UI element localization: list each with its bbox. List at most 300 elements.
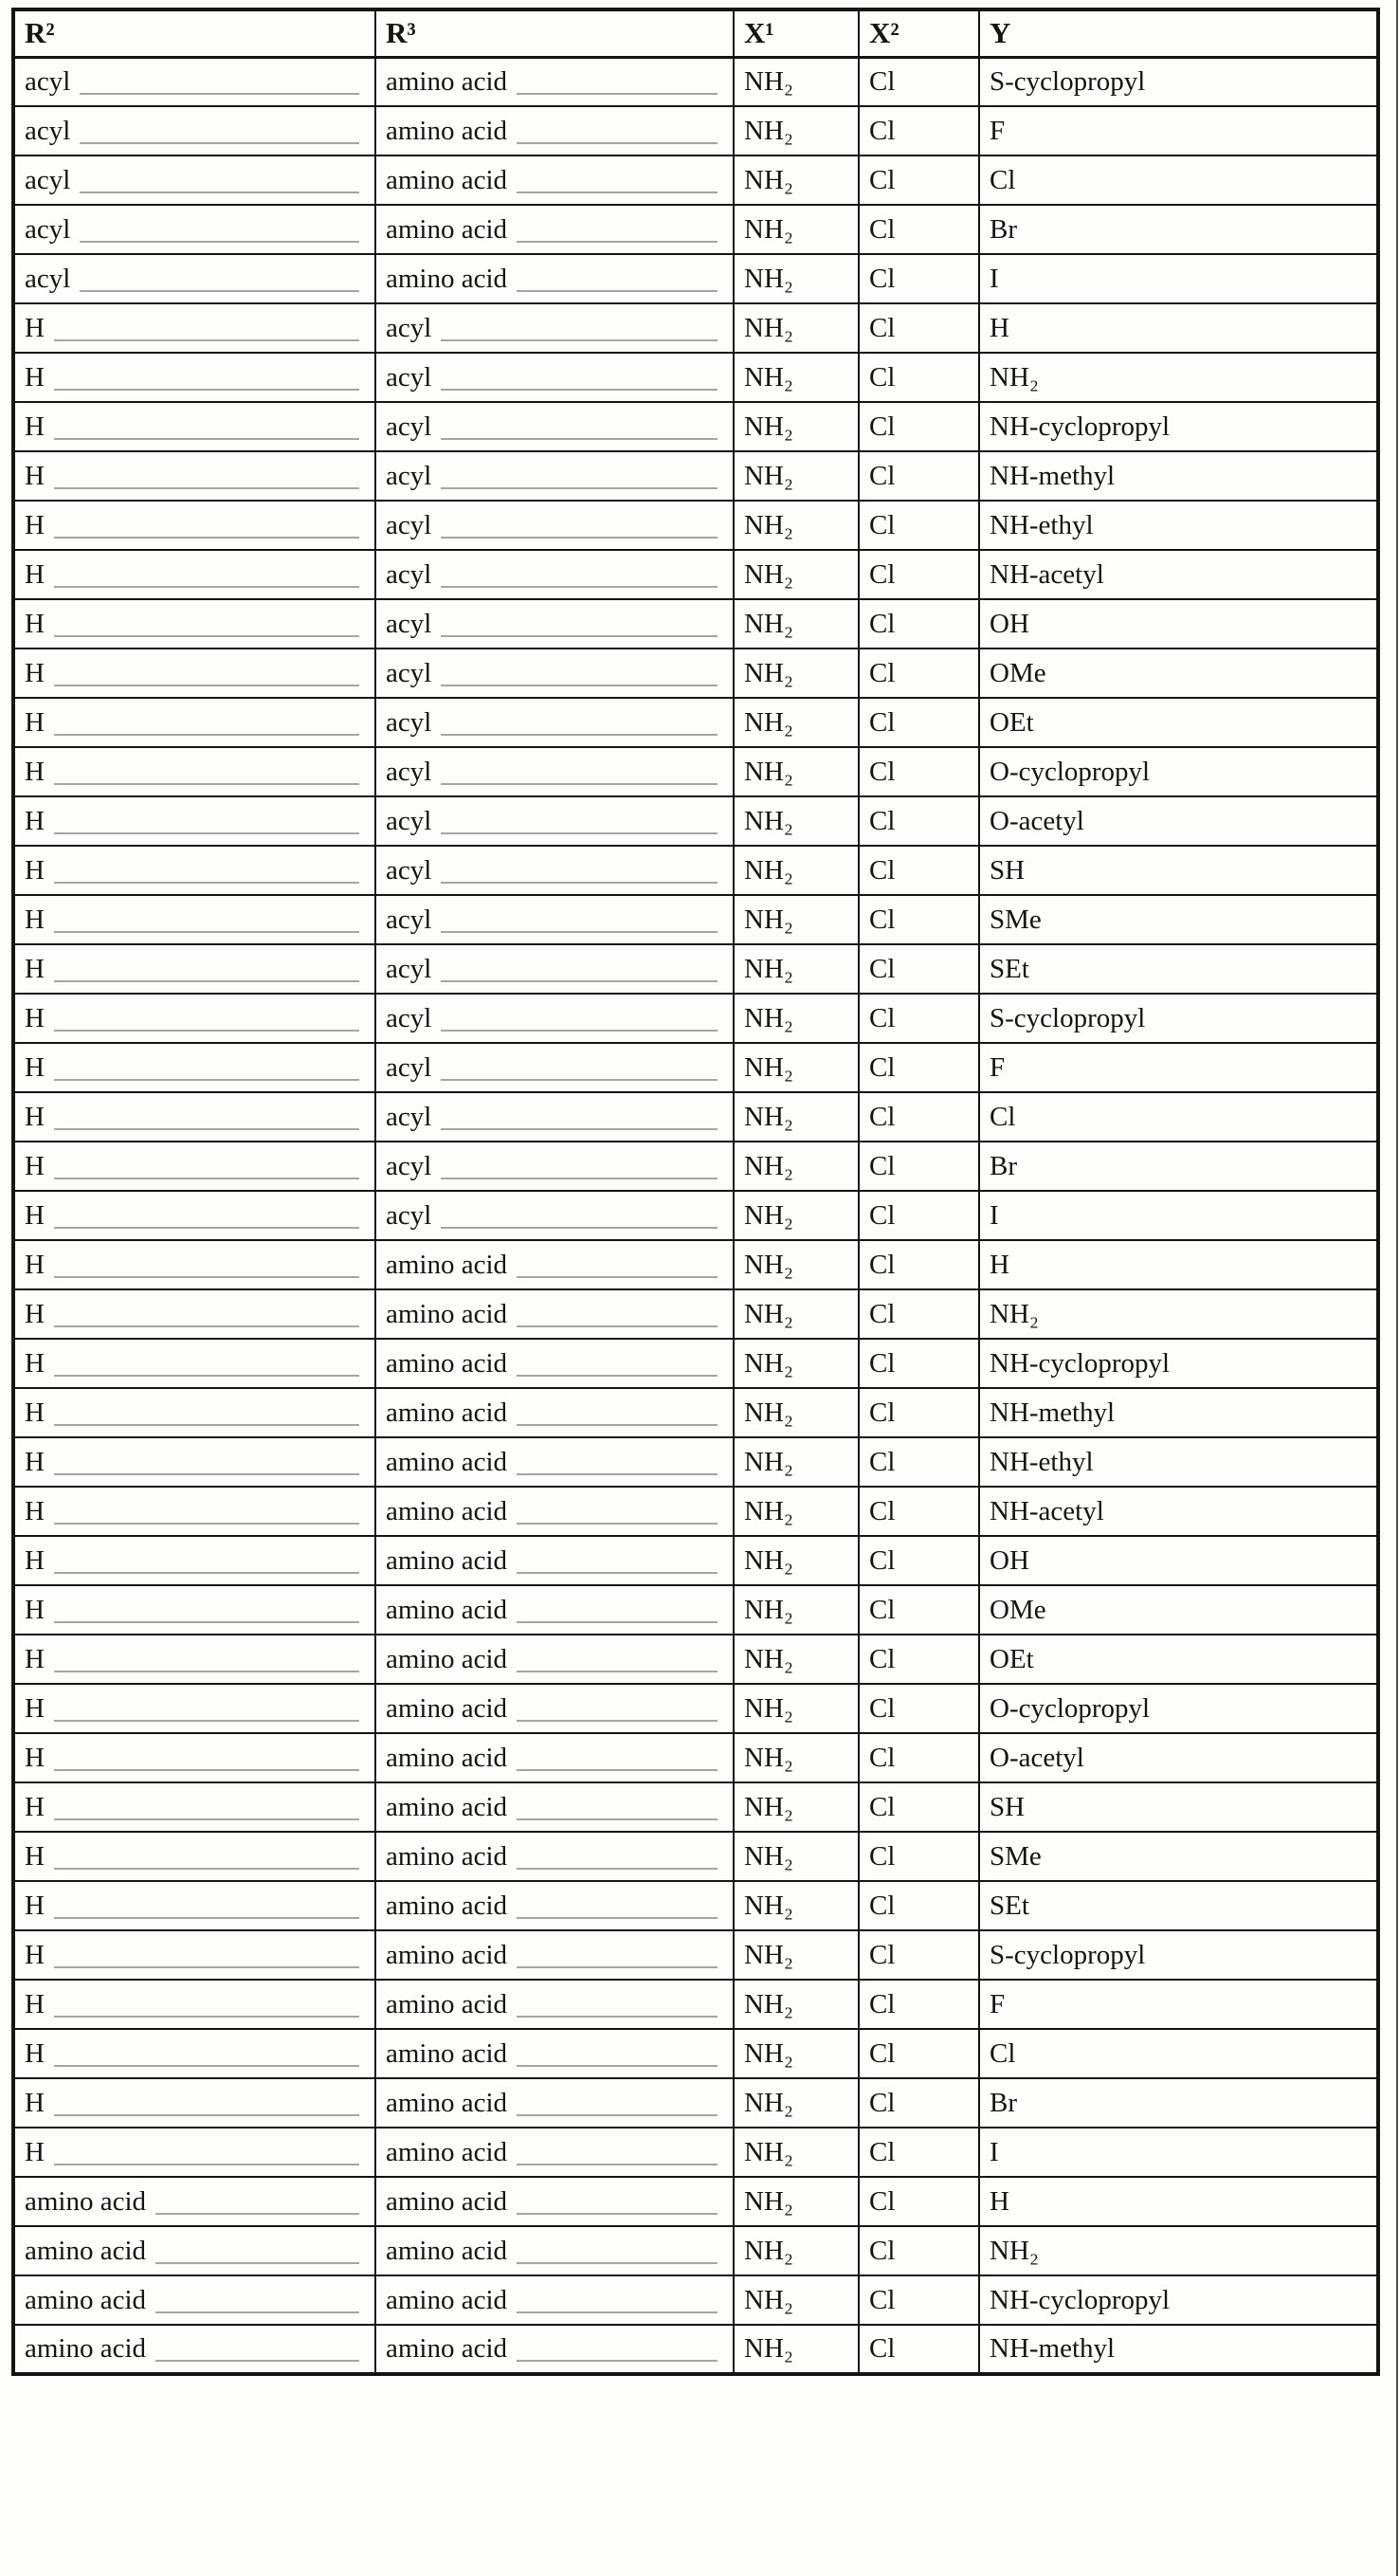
cell-y: I [979,2128,1378,2177]
cell-text: amino acid [25,2235,147,2266]
scan-artifact-line [517,68,718,95]
cell-text: H [25,1495,45,1526]
cell-x2: Cl [859,1881,979,1930]
cell-text: acyl [386,1150,432,1181]
cell-content [386,1693,729,1725]
scan-artifact-line [517,1301,718,1327]
cell-x2: Cl [859,1191,979,1240]
cell-content [386,1989,729,2020]
cell-content [386,658,729,689]
scan-artifact-line [54,1054,359,1081]
cell-r2 [13,1782,375,1832]
table-row [13,57,1378,106]
cell-r2 [13,501,375,550]
cell-x2: Cl [859,155,979,205]
cell-x1: NH₂ [734,1930,859,1980]
table-row [13,1191,1378,1240]
cell-r2 [13,698,375,747]
cell-content [25,806,371,837]
scan-artifact-line [517,1498,718,1525]
cell-text: H [25,411,45,442]
cell-content [386,1003,729,1034]
cell-x2: Cl [859,1930,979,1980]
scan-artifact-line [441,561,718,588]
cell-content [25,1102,371,1133]
cell-y: Br [979,1142,1378,1191]
scan-artifact-line [54,956,359,982]
table-row [13,155,1378,205]
cell-x1: NH₂ [734,846,859,895]
cell-y: F [979,1043,1378,1092]
table-row [13,1388,1378,1437]
cell-r3 [375,57,734,106]
cell-text: H [25,854,45,886]
scan-artifact-line [517,1942,718,1968]
scan-artifact-line [441,364,718,391]
cell-content [386,1102,729,1133]
cell-text: amino acid [386,1988,508,2019]
cell-y: SH [979,1782,1378,1832]
table-row [13,2325,1378,2374]
scan-artifact-line [54,1202,359,1229]
cell-content [386,757,729,788]
cell-text: acyl [25,65,71,97]
cell-r2 [13,1289,375,1339]
scan-artifact-line [441,611,718,637]
scan-artifact-line [441,1202,718,1229]
cell-r2 [13,2128,375,2177]
cell-x1: NH₂ [734,106,859,155]
cell-x2: Cl [859,57,979,106]
cell-text: H [25,1249,45,1280]
cell-x2: Cl [859,1388,979,1437]
cell-text: acyl [386,1002,432,1033]
cell-y: NH-ethyl [979,1437,1378,1487]
scan-artifact-line [517,167,718,193]
cell-x1: NH₂ [734,1881,859,1930]
cell-y: I [979,1191,1378,1240]
cell-r2 [13,106,375,155]
scan-artifact-line [517,2287,718,2313]
cell-r3 [375,451,734,501]
cell-content [25,1644,371,1675]
scan-artifact-line [80,216,359,243]
cell-r2 [13,2275,375,2325]
cell-text: H [25,558,45,590]
cell-content [386,806,729,837]
cell-content [25,2137,371,2168]
table-row [13,1240,1378,1289]
cell-r2 [13,155,375,205]
cell-text: amino acid [386,2185,508,2217]
cell-x1: NH₂ [734,1240,859,1289]
cell-content [386,362,729,393]
cell-content [25,2186,371,2218]
cell-r2 [13,1635,375,1684]
scan-artifact-line [54,512,359,539]
table-row [13,402,1378,451]
cell-content [25,609,371,640]
cell-x2: Cl [859,303,979,353]
table-row [13,451,1378,501]
scan-artifact-line [441,1104,718,1130]
cell-x2: Cl [859,205,979,254]
cell-text: H [25,1988,45,2019]
cell-x1: NH₂ [734,796,859,846]
scan-artifact-line [54,1646,359,1672]
cell-x1: NH₂ [734,2078,859,2128]
cell-x1: NH₂ [734,1043,859,1092]
cell-x1: NH₂ [734,303,859,353]
cell-text: H [25,1446,45,1477]
scan-artifact-line [517,1449,718,1475]
cell-y: OMe [979,649,1378,698]
scan-artifact-line [54,1301,359,1327]
column-header-x1: X¹ [734,9,859,57]
cell-r2 [13,2177,375,2226]
cell-x1: NH₂ [734,402,859,451]
cell-r2 [13,1437,375,1487]
scan-artifact-line [80,167,359,193]
cell-y: Br [979,2078,1378,2128]
cell-y: SMe [979,895,1378,944]
scan-artifact-line [517,216,718,243]
cell-text: acyl [386,1101,432,1132]
cell-y: NH₂ [979,1289,1378,1339]
scan-artifact-line [54,906,359,933]
cell-content [25,1693,371,1725]
cell-y: Cl [979,155,1378,205]
cell-r3 [375,1881,734,1930]
scan-artifact-line [54,660,359,686]
cell-content [25,1348,371,1379]
cell-text: amino acid [386,2087,508,2118]
cell-r3 [375,698,734,747]
cell-text: amino acid [386,1495,508,1526]
table-row [13,1684,1378,1733]
cell-x2: Cl [859,2275,979,2325]
table-row [13,1930,1378,1980]
cell-content [386,954,729,985]
cell-x2: Cl [859,698,979,747]
scan-artifact-line [54,1695,359,1722]
cell-r3 [375,2177,734,2226]
scan-artifact-line [54,2139,359,2165]
cell-r3 [375,2029,734,2078]
cell-content [25,461,371,492]
cell-content [386,1052,729,1084]
cell-r2 [13,2325,375,2374]
scan-artifact-line [441,413,718,440]
cell-r2 [13,994,375,1043]
cell-y: SEt [979,1881,1378,1930]
scan-artifact-line [54,315,359,341]
scan-artifact-line [54,1153,359,1179]
table-row [13,550,1378,599]
cell-r3 [375,599,734,649]
cell-text: amino acid [386,65,508,97]
cell-content [25,1200,371,1232]
cell-y: Cl [979,1092,1378,1142]
cell-content [25,1743,371,1774]
cell-content [386,1940,729,1971]
cell-text: amino acid [386,1347,508,1379]
cell-x1: NH₂ [734,599,859,649]
cell-text: H [25,2087,45,2118]
scan-artifact-line [54,463,359,489]
cell-y: F [979,106,1378,155]
cell-text: H [25,953,45,984]
scan-artifact-line [517,2090,718,2116]
scan-artifact-line [54,709,359,736]
cell-r3 [375,254,734,303]
cell-text: H [25,1840,45,1872]
cell-content [25,1299,371,1330]
cell-text: acyl [386,805,432,836]
cell-y: S-cyclopropyl [979,994,1378,1043]
cell-text: amino acid [386,2333,508,2364]
cell-x1: NH₂ [734,2275,859,2325]
cell-r3 [375,1487,734,1536]
cell-x2: Cl [859,1782,979,1832]
cell-x1: NH₂ [734,895,859,944]
cell-text: amino acid [386,1643,508,1674]
cell-content [25,855,371,886]
cell-r2 [13,550,375,599]
scan-artifact-line [155,2287,359,2313]
cell-text: amino acid [386,1791,508,1822]
scan-artifact-line [54,1547,359,1574]
cell-content [386,2088,729,2119]
cell-content [386,1447,729,1478]
cell-text: amino acid [386,1544,508,1576]
cell-y: F [979,1980,1378,2029]
cell-content [25,1940,371,1971]
cell-text: H [25,2136,45,2167]
cell-y: NH-acetyl [979,1487,1378,1536]
cell-x1: NH₂ [734,698,859,747]
cell-content [25,1398,371,1429]
cell-text: amino acid [386,2284,508,2315]
scan-artifact-line [54,758,359,785]
cell-x2: Cl [859,1536,979,1585]
cell-r3 [375,1684,734,1733]
cell-x2: Cl [859,1289,979,1339]
cell-text: H [25,460,45,491]
scan-artifact-line [54,1794,359,1820]
cell-r2 [13,796,375,846]
cell-x1: NH₂ [734,205,859,254]
scan-artifact-line [54,364,359,391]
cell-content [386,1595,729,1626]
table-row [13,944,1378,994]
cell-text: amino acid [386,1890,508,1921]
cell-y: NH-methyl [979,2325,1378,2374]
cell-r2 [13,649,375,698]
cell-x2: Cl [859,1832,979,1881]
table-row [13,353,1378,402]
cell-text: H [25,1692,45,1724]
cell-r3 [375,2226,734,2275]
table-header [13,9,1378,57]
cell-text: amino acid [386,1939,508,1970]
scan-artifact-line [441,315,718,341]
scan-artifact-line [54,1942,359,1968]
cell-x1: NH₂ [734,1289,859,1339]
scan-artifact-line [441,463,718,489]
cell-r3 [375,1388,734,1437]
column-header-r3: R³ [375,9,734,57]
cell-content [25,313,371,344]
table-row [13,205,1378,254]
cell-content [25,1052,371,1084]
cell-text: H [25,1397,45,1428]
cell-content [386,2186,729,2218]
cell-x1: NH₂ [734,2128,859,2177]
table-row [13,895,1378,944]
compound-table-body [13,57,1378,2374]
scan-artifact-line [517,2040,718,2067]
cell-text: amino acid [386,2235,508,2266]
cell-text: H [25,706,45,738]
cell-text: H [25,1298,45,1329]
table-row [13,1536,1378,1585]
cell-content [386,1644,729,1675]
cell-r3 [375,649,734,698]
cell-x2: Cl [859,2029,979,2078]
cell-y: NH-acetyl [979,550,1378,599]
cell-text: H [25,805,45,836]
cell-content [25,2236,371,2267]
scan-artifact-line [441,1005,718,1032]
scan-artifact-line [517,1251,718,1278]
cell-text: acyl [386,706,432,738]
cell-content [386,1891,729,1922]
cell-text: H [25,2037,45,2069]
cell-y: NH-methyl [979,451,1378,501]
cell-x1: NH₂ [734,1635,859,1684]
cell-content [386,461,729,492]
cell-r2 [13,1832,375,1881]
cell-text: amino acid [386,115,508,146]
cell-content [25,1151,371,1182]
scan-artifact-line [54,1005,359,1032]
cell-x1: NH₂ [734,1487,859,1536]
cell-r3 [375,994,734,1043]
cell-x2: Cl [859,1043,979,1092]
cell-r2 [13,2226,375,2275]
cell-text: H [25,1199,45,1231]
cell-content [25,2285,371,2316]
cell-content [25,66,371,98]
cell-x2: Cl [859,747,979,796]
cell-y: S-cyclopropyl [979,1930,1378,1980]
cell-content [386,1496,729,1527]
cell-text: amino acid [386,1692,508,1724]
cell-x2: Cl [859,895,979,944]
cell-x2: Cl [859,451,979,501]
cell-y: SEt [979,944,1378,994]
cell-content [386,1250,729,1281]
cell-content [25,2038,371,2070]
cell-content [386,2038,729,2070]
scan-artifact-line [155,2336,359,2363]
cell-text: H [25,361,45,393]
cell-x2: Cl [859,1635,979,1684]
cell-r3 [375,1733,734,1782]
cell-x2: Cl [859,994,979,1043]
cell-content [386,559,729,591]
cell-content [25,214,371,246]
scan-artifact-line [441,1054,718,1081]
cell-r3 [375,1437,734,1487]
cell-r3 [375,1142,734,1191]
cell-x2: Cl [859,1585,979,1635]
cell-content [386,1348,729,1379]
cell-text: amino acid [386,2037,508,2069]
scan-artifact-line [80,118,359,144]
cell-text: amino acid [386,1446,508,1477]
scan-artifact-line [441,906,718,933]
cell-r3 [375,1092,734,1142]
cell-x1: NH₂ [734,1388,859,1437]
cell-y: NH-cyclopropyl [979,1339,1378,1388]
cell-content [386,116,729,147]
table-row [13,994,1378,1043]
cell-text: H [25,509,45,540]
cell-r2 [13,2029,375,2078]
cell-content [25,707,371,739]
cell-text: acyl [386,411,432,442]
cell-r3 [375,1832,734,1881]
cell-x2: Cl [859,353,979,402]
cell-text: amino acid [386,1397,508,1428]
cell-r2 [13,1930,375,1980]
table-row [13,649,1378,698]
cell-content [386,707,729,739]
table-row [13,2275,1378,2325]
cell-content [25,954,371,985]
scan-edge-line [1396,0,1398,2576]
cell-r2 [13,944,375,994]
column-header-x2: X² [859,9,979,57]
cell-y: NH₂ [979,353,1378,402]
scan-artifact-line [155,2238,359,2264]
cell-y: H [979,303,1378,353]
cell-content [386,1792,729,1823]
table-row [13,1092,1378,1142]
scan-artifact-line [54,1843,359,1870]
cell-r2 [13,1733,375,1782]
cell-x2: Cl [859,1339,979,1388]
cell-r2 [13,1585,375,1635]
scan-artifact-line [54,1597,359,1623]
scan-artifact-line [441,709,718,736]
cell-r2 [13,1240,375,1289]
cell-y: OEt [979,698,1378,747]
cell-x2: Cl [859,2078,979,2128]
cell-x1: NH₂ [734,2177,859,2226]
cell-content [386,1299,729,1330]
cell-r3 [375,846,734,895]
cell-x2: Cl [859,1684,979,1733]
cell-y: S-cyclopropyl [979,57,1378,106]
cell-text: H [25,904,45,935]
cell-r2 [13,1684,375,1733]
cell-content [25,559,371,591]
cell-r3 [375,106,734,155]
cell-r2 [13,599,375,649]
